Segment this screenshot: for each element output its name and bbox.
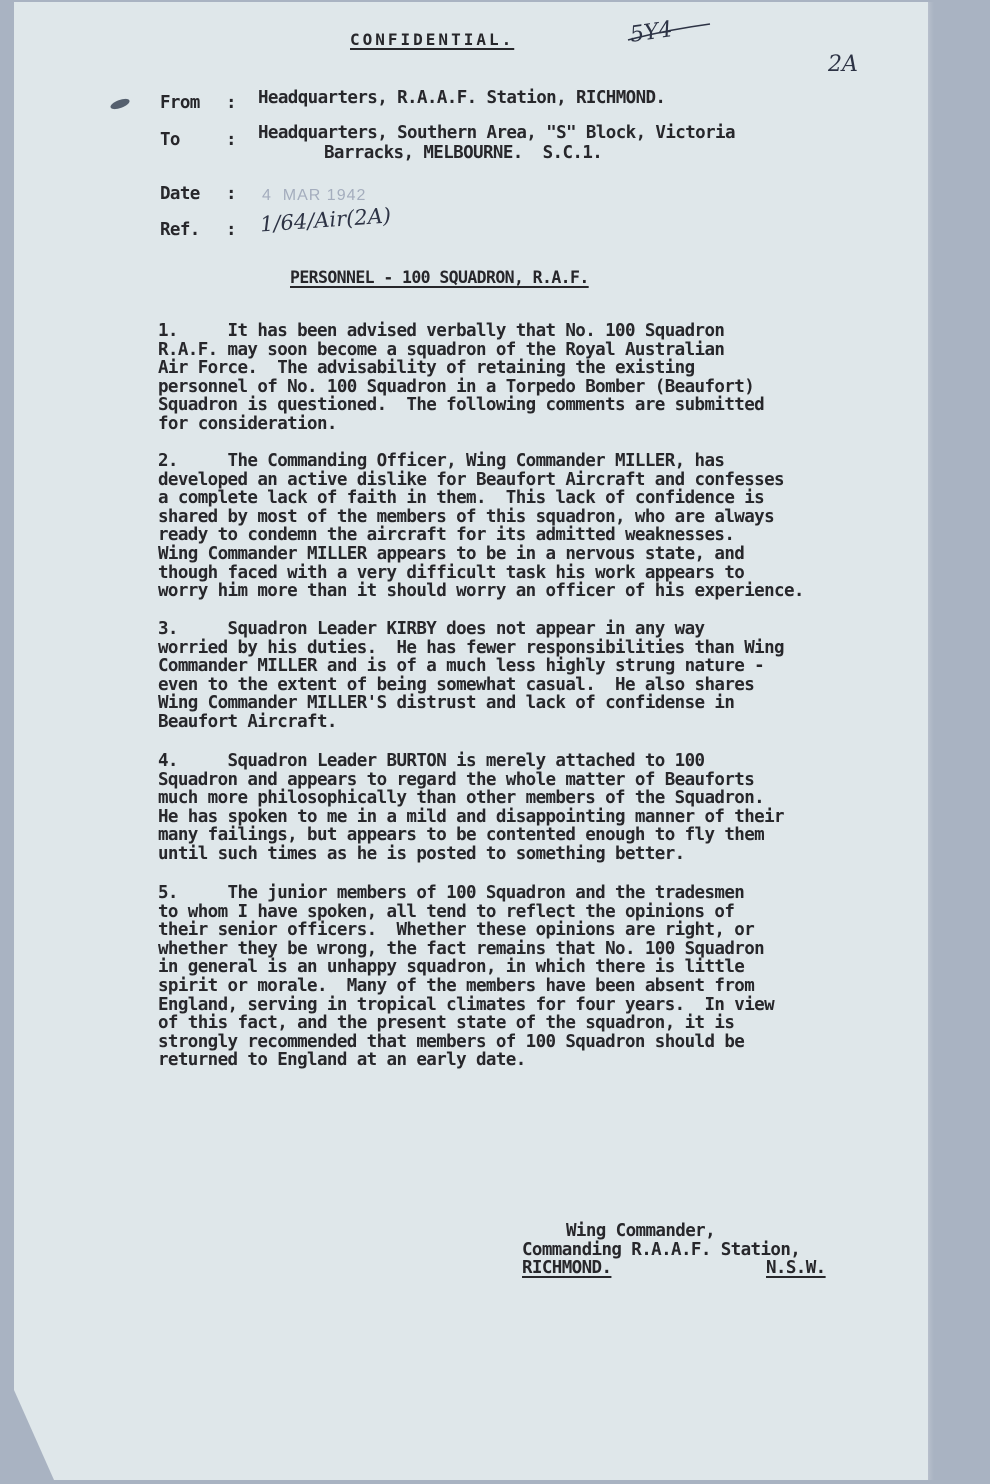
- paragraph-line: 4. Squadron Leader BURTON is merely attached to 100: [158, 751, 705, 771]
- paragraph-line: in general is an unhappy squadron, in which there is little: [158, 957, 745, 978]
- ref-label: Ref.: [160, 220, 200, 240]
- paragraph-line: of this fact, and the present state of the squadron, it is: [158, 1013, 735, 1034]
- paragraph-line: 2. The Commanding Officer, Wing Commander MILLER, has: [158, 451, 725, 471]
- paragraph-line: until such times as he is posted to something better.: [158, 843, 685, 864]
- paragraph-line: Beaufort Aircraft.: [158, 711, 337, 732]
- paragraph-4: [158, 752, 784, 864]
- paragraph-line: personnel of No. 100 Squadron in a Torpedo Bomber (Beaufort): [158, 376, 755, 397]
- from-label: From: [160, 93, 200, 113]
- paragraph-line: much more philosophically than other members of the Squadron.: [158, 788, 765, 809]
- date-separator: :: [226, 184, 236, 204]
- paragraph-line: Squadron and appears to regard the whole matter of Beauforts: [158, 769, 755, 790]
- paragraph-1: [158, 322, 764, 434]
- from-value: Headquarters, R.A.A.F. Station, RICHMOND.: [258, 88, 666, 108]
- date-stamp: 4 MAR 1942: [262, 187, 367, 204]
- handwritten-folio-number: 2A: [828, 52, 858, 77]
- paragraph-line: though faced with a very difficult task his work appears to: [158, 562, 745, 583]
- paragraph-line: R.A.F. may soon become a squadron of the Royal Australian: [158, 339, 725, 360]
- handwritten-ref-number: 1/64/Air(2A): [259, 203, 392, 237]
- paragraph-3: [158, 620, 784, 732]
- from-separator: :: [226, 93, 236, 113]
- to-value-line-1: Headquarters, Southern Area, "S" Block, Victoria: [258, 123, 735, 143]
- paragraph-line: whether they be wrong, the fact remains that No. 100 Squadron: [158, 938, 765, 959]
- paragraph-line: strongly recommended that members of 100 Squadron should be: [158, 1031, 745, 1052]
- paragraph-5: [158, 884, 774, 1070]
- paragraph-line: many failings, but appears to be contented enough to fly them: [158, 825, 765, 846]
- handwritten-file-reference: 5Y4: [628, 17, 675, 48]
- paragraph-line: 1. It has been advised verbally that No. 100 Squadron: [158, 321, 725, 341]
- paragraph-line: ready to condemn the aircraft for its admitted weaknesses.: [158, 525, 735, 546]
- paragraph-line: worried by his duties. He has fewer responsibilities than Wing: [158, 637, 784, 658]
- paragraph-2: [158, 452, 804, 601]
- paragraph-line: to whom I have spoken, all tend to reflect the opinions of: [158, 901, 735, 922]
- paragraph-line: Squadron is questioned. The following comments are submitted: [158, 395, 765, 416]
- paragraph-line: 5. The junior members of 100 Squadron and the tradesmen: [158, 883, 745, 903]
- to-separator: :: [226, 130, 236, 150]
- date-label: Date: [160, 184, 200, 204]
- ref-separator: :: [226, 220, 236, 240]
- paragraph-line: England, serving in tropical climates for four years. In view: [158, 994, 775, 1015]
- paragraph-line: even to the extent of being somewhat casual. He also shares: [158, 674, 755, 695]
- signature-rank: Wing Commander,: [566, 1221, 716, 1241]
- paragraph-line: Commander MILLER and is of a much less highly strung nature -: [158, 656, 765, 677]
- paragraph-line: He has spoken to me in a mild and disappointing manner of their: [158, 806, 784, 827]
- paragraph-line: developed an active dislike for Beaufort Aircraft and confesses: [158, 469, 784, 490]
- subject-heading: PERSONNEL - 100 SQUADRON, R.A.F.: [290, 268, 589, 287]
- paragraph-line: Wing Commander MILLER'S distrust and lack of confidense in: [158, 693, 735, 714]
- paragraph-line: returned to England at an early date.: [158, 1050, 526, 1071]
- paragraph-line: for consideration.: [158, 413, 337, 434]
- paragraph-line: spirit or morale. Many of the members have been absent from: [158, 975, 755, 996]
- signature-title: Commanding R.A.A.F. Station,: [522, 1240, 801, 1260]
- classification-heading: CONFIDENTIAL.: [350, 30, 515, 49]
- to-label: To: [160, 130, 180, 150]
- paragraph-line: shared by most of the members of this squadron, who are always: [158, 506, 775, 527]
- paragraph-line: a complete lack of faith in them. This lack of confidence is: [158, 488, 765, 509]
- paragraph-line: Wing Commander MILLER appears to be in a nervous state, and: [158, 543, 745, 564]
- paragraph-line: their senior officers. Whether these opinions are right, or: [158, 920, 755, 941]
- paragraph-line: 3. Squadron Leader KIRBY does not appear in any way: [158, 619, 705, 639]
- paragraph-line: Air Force. The advisability of retaining the existing: [158, 358, 695, 379]
- signature-place: RICHMOND.: [522, 1258, 612, 1278]
- to-value-line-2: Barracks, MELBOURNE. S.C.1.: [324, 143, 603, 163]
- signature-state: N.S.W.: [766, 1258, 826, 1278]
- paragraph-line: worry him more than it should worry an officer of his experience.: [158, 581, 804, 602]
- handwritten-stroke: [626, 22, 716, 44]
